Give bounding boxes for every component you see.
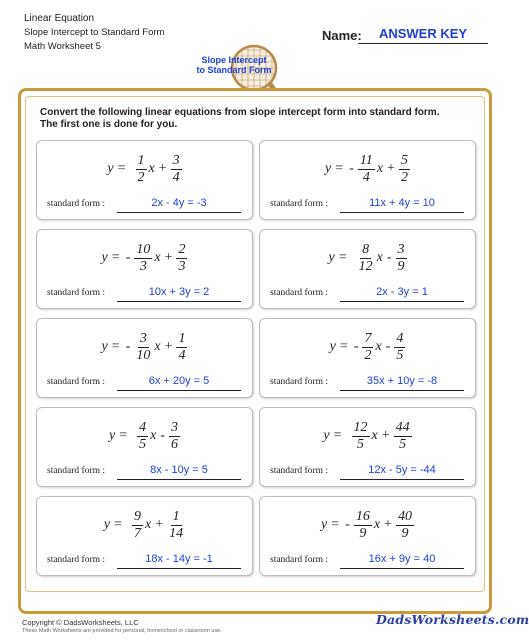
equals-sign: = xyxy=(333,428,342,443)
y-variable: y xyxy=(325,161,332,176)
y-variable: y xyxy=(321,517,328,532)
slope-numerator: 3 xyxy=(139,330,147,346)
intercept-sign: + xyxy=(155,517,164,532)
intercept-fraction xyxy=(394,331,405,364)
y-variable: y xyxy=(103,517,111,532)
slope-denominator: 7 xyxy=(134,525,141,541)
intercept-denominator: 4 xyxy=(172,169,180,185)
x-variable: x xyxy=(154,339,161,354)
copyright-text: Copyright © DadsWorksheets, LLC xyxy=(22,618,139,627)
intercept-sign: - xyxy=(385,339,391,354)
slope-sign: - xyxy=(125,250,131,265)
standard-form-label: standard form : xyxy=(270,555,329,565)
x-variable: x xyxy=(373,517,381,532)
name-line xyxy=(358,43,488,44)
standard-form-label: standard form : xyxy=(270,466,329,476)
intercept-denominator: 2 xyxy=(400,169,408,185)
standard-form-answer: 2x - 4y = -3 xyxy=(151,197,207,209)
intercept-sign: + xyxy=(381,428,390,443)
slope-intercept-equation xyxy=(260,325,475,369)
intercept-fraction xyxy=(169,420,180,453)
intercept-sign: + xyxy=(164,250,173,265)
slope-intercept-equation xyxy=(260,147,475,191)
answer-line xyxy=(117,212,241,213)
standard-form-label: standard form : xyxy=(270,377,329,387)
x-variable: x xyxy=(375,339,382,354)
standard-form-label: standard form : xyxy=(47,555,106,565)
standard-form-answer: 12x - 5y = -44 xyxy=(368,464,436,476)
equals-sign: = xyxy=(111,250,120,265)
slope-sign: - xyxy=(349,161,354,176)
slope-numerator: 12 xyxy=(353,419,368,435)
intercept-numerator: 3 xyxy=(397,241,405,257)
intercept-sign: + xyxy=(387,161,395,176)
answer-line xyxy=(340,479,464,480)
slope-fraction xyxy=(137,420,148,453)
slope-sign: - xyxy=(345,517,350,532)
intercept-denominator: 9 xyxy=(401,525,409,541)
intercept-fraction xyxy=(171,153,182,186)
answer-line xyxy=(117,301,241,302)
slope-numerator: 1 xyxy=(137,152,145,168)
worksheet-title: Linear Equation xyxy=(24,13,95,24)
slope-numerator: 7 xyxy=(364,330,372,346)
intercept-denominator: 9 xyxy=(397,258,405,274)
problem-card xyxy=(259,496,476,576)
intercept-fraction xyxy=(399,153,410,186)
slope-sign: - xyxy=(353,339,359,354)
slope-fraction xyxy=(132,509,143,542)
slope-numerator: 8 xyxy=(362,241,370,257)
x-variable: x xyxy=(145,517,152,532)
problem-card xyxy=(36,140,253,220)
intercept-numerator: 1 xyxy=(178,330,186,346)
intercept-denominator: 5 xyxy=(396,347,404,363)
worksheet-number: Math Worksheet 5 xyxy=(24,41,101,52)
slope-intercept-equation xyxy=(37,236,252,280)
worksheet-header xyxy=(24,12,164,54)
intercept-sign: - xyxy=(386,250,392,265)
standard-form-answer: 10x + 3y = 2 xyxy=(148,286,210,298)
slope-denominator: 2 xyxy=(364,347,372,363)
y-variable: y xyxy=(101,339,108,354)
equals-sign: = xyxy=(335,161,344,176)
intercept-denominator: 6 xyxy=(171,436,178,452)
slope-numerator: 10 xyxy=(136,241,151,257)
intercept-fraction xyxy=(167,509,185,542)
slope-intercept-equation xyxy=(37,325,252,369)
intercept-fraction xyxy=(396,242,407,275)
y-variable: y xyxy=(323,428,330,443)
slope-fraction xyxy=(354,509,372,542)
slope-denominator: 4 xyxy=(362,169,370,185)
slope-intercept-equation xyxy=(260,236,475,280)
equals-sign: = xyxy=(111,339,120,354)
slope-denominator: 10 xyxy=(136,347,151,363)
x-variable: x xyxy=(376,250,383,265)
slope-denominator: 5 xyxy=(357,436,364,452)
slope-fraction xyxy=(134,331,152,364)
intercept-fraction xyxy=(176,242,187,275)
slope-fraction xyxy=(136,153,147,186)
answer-line xyxy=(340,390,464,391)
slope-denominator: 3 xyxy=(139,258,147,274)
standard-form-label: standard form : xyxy=(270,288,329,298)
equals-sign: = xyxy=(339,339,348,354)
problem-card xyxy=(259,140,476,220)
intercept-numerator: 4 xyxy=(396,330,404,346)
problem-card xyxy=(36,407,253,487)
slope-sign: - xyxy=(125,339,131,354)
x-variable: x xyxy=(376,161,384,176)
standard-form-label: standard form : xyxy=(47,377,106,387)
name-label: Name: xyxy=(322,28,362,43)
slope-fraction xyxy=(352,420,370,453)
footer xyxy=(22,618,222,636)
slope-fraction xyxy=(134,242,152,275)
instructions: Convert the following linear equations from slope intercept form into standard form. The first one is done for you. xyxy=(40,107,440,130)
slope-intercept-equation xyxy=(37,147,252,191)
problem-card xyxy=(259,407,476,487)
intercept-denominator: 14 xyxy=(169,525,184,541)
x-variable: x xyxy=(371,428,378,443)
y-variable: y xyxy=(101,250,108,265)
standard-form-label: standard form : xyxy=(270,199,329,209)
usage-note: These Math Worksheets are provided for personal, homeschool or classroom use. xyxy=(22,628,222,634)
problem-card xyxy=(259,229,476,309)
intercept-numerator: 3 xyxy=(172,152,180,168)
slope-denominator: 2 xyxy=(137,169,145,185)
badge-label: Slope Intercept to Standard Form xyxy=(196,55,272,75)
problem-card xyxy=(36,229,253,309)
standard-form-label: standard form : xyxy=(47,288,106,298)
answer-line xyxy=(117,568,241,569)
intercept-fraction xyxy=(394,420,412,453)
slope-intercept-equation xyxy=(260,414,475,458)
slope-denominator: 9 xyxy=(359,525,367,541)
y-variable: y xyxy=(108,428,116,443)
equals-sign: = xyxy=(114,517,122,532)
x-variable: x xyxy=(150,428,157,443)
problem-card xyxy=(36,496,253,576)
intercept-denominator: 4 xyxy=(178,347,186,363)
y-variable: y xyxy=(107,161,114,176)
x-variable: x xyxy=(148,161,155,176)
slope-intercept-equation xyxy=(260,503,475,547)
intercept-numerator: 40 xyxy=(397,508,412,524)
y-variable: y xyxy=(329,339,336,354)
standard-form-answer: 8x - 10y = 5 xyxy=(150,464,208,476)
standard-form-answer: 18x - 14y = -1 xyxy=(145,553,213,565)
answer-line xyxy=(340,212,464,213)
worksheet-subtitle: Slope Intercept to Standard Form xyxy=(24,27,165,38)
answer-line xyxy=(340,568,464,569)
answer-key-text: ANSWER KEY xyxy=(378,26,468,41)
answer-line xyxy=(117,390,241,391)
slope-numerator: 11 xyxy=(359,152,373,168)
slope-numerator: 4 xyxy=(139,419,147,435)
slope-intercept-equation xyxy=(37,503,252,547)
slope-intercept-equation xyxy=(37,414,252,458)
dadsworksheets-logo: DadsWorksheets.com xyxy=(376,612,529,627)
problem-card xyxy=(259,318,476,398)
answer-line xyxy=(340,301,464,302)
x-variable: x xyxy=(154,250,161,265)
slope-numerator: 9 xyxy=(134,508,141,524)
slope-fraction xyxy=(362,331,373,364)
slope-denominator: 12 xyxy=(358,258,373,274)
intercept-sign: + xyxy=(158,161,167,176)
equals-sign: = xyxy=(338,250,347,265)
standard-form-label: standard form : xyxy=(47,199,106,209)
standard-form-answer: 35x + 10y = -8 xyxy=(366,375,438,387)
intercept-sign: - xyxy=(160,428,165,443)
slope-fraction xyxy=(358,153,375,186)
slope-numerator: 16 xyxy=(355,508,370,524)
intercept-numerator: 3 xyxy=(171,419,178,435)
standard-form-answer: 16x + 9y = 40 xyxy=(368,553,436,565)
intercept-sign: + xyxy=(384,517,392,532)
intercept-numerator: 1 xyxy=(172,508,180,524)
intercept-numerator: 5 xyxy=(400,152,408,168)
answer-line xyxy=(117,479,241,480)
intercept-denominator: 5 xyxy=(399,436,407,452)
intercept-denominator: 3 xyxy=(178,258,186,274)
equals-sign: = xyxy=(331,517,340,532)
standard-form-answer: 2x - 3y = 1 xyxy=(376,286,428,298)
problem-card xyxy=(36,318,253,398)
y-variable: y xyxy=(328,250,335,265)
slope-denominator: 5 xyxy=(139,436,147,452)
standard-form-label: standard form : xyxy=(47,466,106,476)
slope-fraction xyxy=(357,242,375,275)
intercept-numerator: 44 xyxy=(395,419,410,435)
standard-form-answer: 6x + 20y = 5 xyxy=(148,375,210,387)
equals-sign: = xyxy=(117,161,126,176)
intercept-fraction xyxy=(396,509,414,542)
intercept-fraction xyxy=(176,331,187,364)
equals-sign: = xyxy=(119,428,128,443)
intercept-numerator: 2 xyxy=(178,241,186,257)
standard-form-answer: 11x + 4y = 10 xyxy=(369,197,435,209)
intercept-sign: + xyxy=(164,339,173,354)
